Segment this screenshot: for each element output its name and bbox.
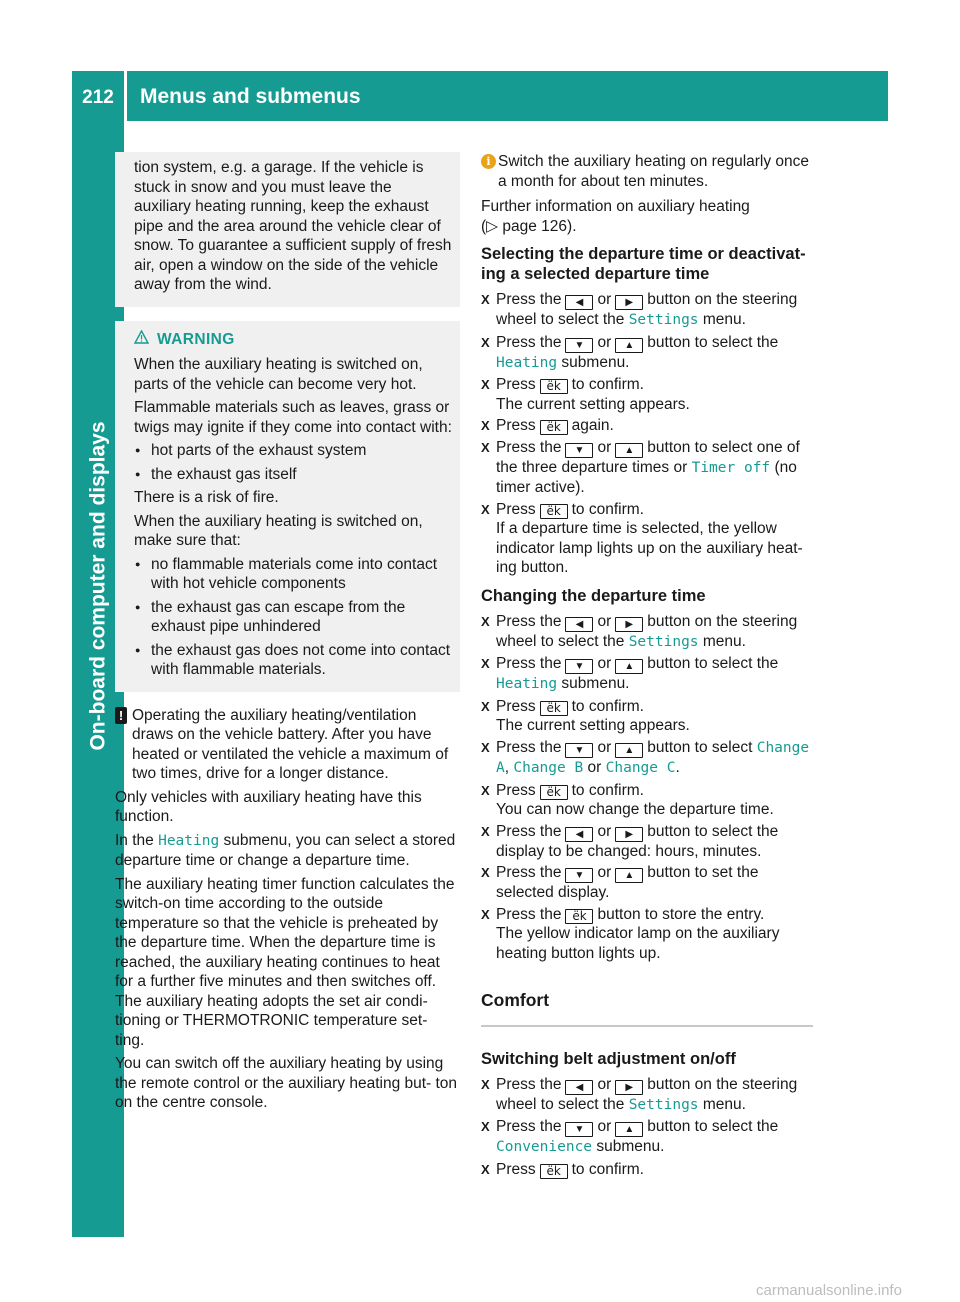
- right-column: [481, 152, 813, 1181]
- section-title-comfort: Comfort: [481, 991, 813, 1027]
- menu-settings: Settings: [628, 312, 699, 328]
- ok-key-icon: ëk: [540, 1164, 568, 1179]
- warning-p4: When the auxiliary heating is switched on, make sure that:: [134, 512, 423, 549]
- exclamation-icon: !: [115, 707, 127, 724]
- step: X Press ëk to confirm. If a departure time is selected, the yellow indicator lamp lights up on the auxiliary heat- ing button.: [481, 500, 813, 578]
- down-arrow-key-icon: ▼: [565, 868, 593, 883]
- ok-key-icon: ëk: [540, 379, 568, 394]
- menu-settings: Settings: [628, 1096, 699, 1113]
- menu-heating: Heating: [158, 832, 220, 849]
- up-arrow-key-icon: ▲: [615, 659, 643, 674]
- intro-text: tion system, e.g. a garage. If the vehicle is stuck in snow and you must leave the auxiliary heating running, keep the exhaust pipe and the area around the vehicle clear of snow. To guarantee a sufficient supply of fresh air, open a window on the side of the vehicle away from the wind.: [134, 159, 452, 293]
- warning-triangle-icon: [134, 330, 149, 350]
- heating-submenu-text: [115, 831, 460, 871]
- warning-bullet: ● the exhaust gas does not come into contact with flammable materials.: [134, 641, 452, 680]
- info-icon: i: [481, 154, 496, 169]
- section-heading-belt: Switching belt adjustment on/off: [481, 1049, 736, 1068]
- step: X Press the ◀ or ▶ button on the steering wheel to select the Settings menu.: [481, 290, 813, 331]
- warning-heading: [134, 330, 452, 350]
- warning-bullet: ● no flammable materials come into contact with hot vehicle components: [134, 555, 452, 594]
- ok-key-icon: ëk: [540, 504, 568, 519]
- warning-title: WARNING: [157, 330, 235, 348]
- side-title: On-board computer and displays: [86, 421, 110, 751]
- warning-bullet: ● the exhaust gas can escape from the exhaust pipe unhindered: [134, 598, 452, 637]
- step: X Press the ▼ or ▲ button to select Change A, Change B or Change C.: [481, 738, 813, 779]
- right-arrow-key-icon: ▶: [615, 617, 643, 632]
- ok-key-icon: ëk: [540, 701, 568, 716]
- section-heading-change: Changing the departure time: [481, 586, 706, 605]
- step: X Press the ▼ or ▲ button to select the Heating submenu.: [481, 654, 813, 695]
- left-column: [115, 152, 460, 1117]
- left-arrow-key-icon: ◀: [565, 617, 593, 632]
- step: X Press the ▼ or ▲ button to select one of the three departure times or Timer off (no timer active).: [481, 438, 813, 498]
- step: X Press ëk again.: [481, 416, 813, 436]
- menu-change-a: Change A: [496, 739, 810, 776]
- text-fragment: Further information on auxiliary heating: [481, 198, 750, 215]
- page-reference: (▷ page 126).: [481, 217, 577, 235]
- up-arrow-key-icon: ▲: [615, 443, 643, 458]
- further-info: [481, 197, 813, 236]
- right-arrow-key-icon: ▶: [615, 1080, 643, 1095]
- note-text: Operating the auxiliary heating/ventilation draws on the vehicle battery. After you have heated or ventilated the vehicle a maximum of two times, drive for a longer distance.: [132, 706, 449, 782]
- up-arrow-key-icon: ▲: [615, 338, 643, 353]
- section-heading-select: Selecting the departure time or deactivat- ing a selected departure time: [481, 245, 806, 283]
- menu-change-b: Change B: [513, 760, 584, 776]
- text-fragment: submenu, you can select a stored departure time or change a departure time.: [115, 831, 456, 869]
- down-arrow-key-icon: ▼: [565, 743, 593, 758]
- menu-settings: Settings: [628, 633, 699, 650]
- ok-key-icon: ëk: [540, 420, 568, 435]
- info-note: [481, 152, 813, 191]
- page-number: 212: [82, 87, 114, 108]
- warning-p1: When the auxiliary heating is switched on, parts of the vehicle can become very hot.: [134, 356, 423, 393]
- watermark: carmanualsonline.info: [756, 1282, 902, 1299]
- ok-key-icon: ëk: [565, 909, 593, 924]
- right-arrow-key-icon: ▶: [615, 295, 643, 310]
- warning-bullet: ● hot parts of the exhaust system: [134, 441, 452, 461]
- step: X Press the ▼ or ▲ button to select the Convenience submenu.: [481, 1117, 813, 1158]
- header-divider: [124, 71, 127, 121]
- up-arrow-key-icon: ▲: [615, 743, 643, 758]
- step: X Press ëk to confirm. The current setting appears.: [481, 697, 813, 736]
- step: X Press the ▼ or ▲ button to select the Heating submenu.: [481, 333, 813, 374]
- timer-function-text: The auxiliary heating timer function calculates the switch-on time according to the outside temperature so that the vehicle is preheated by the departure time. When the departure time is reached, the auxiliary heating continues to heat for a further five minutes and then switches off. The auxiliary heating adopts the set air condi- tioning or THERMOTRONIC temperature set- ting.: [115, 875, 455, 1049]
- text-fragment: In the: [115, 831, 154, 849]
- down-arrow-key-icon: ▼: [565, 443, 593, 458]
- warning-box: [115, 321, 460, 692]
- step: X Press the ëk button to store the entry. The yellow indicator lamp on the auxiliary heating button lights up.: [481, 905, 813, 964]
- menu-change-c: Change C: [605, 760, 676, 776]
- warning-p3: There is a risk of fire.: [134, 489, 279, 506]
- up-arrow-key-icon: ▲: [615, 868, 643, 883]
- step: X Press the ▼ or ▲ button to set the selected display.: [481, 863, 813, 903]
- chapter-title: Menus and submenus: [140, 85, 361, 108]
- battery-note: [115, 706, 460, 784]
- left-arrow-key-icon: ◀: [565, 295, 593, 310]
- menu-heating: Heating: [496, 676, 558, 692]
- warning-p2: Flammable materials such as leaves, grass or twigs may ignite if they come into contact with:: [134, 399, 452, 436]
- menu-convenience: Convenience: [496, 1139, 593, 1155]
- down-arrow-key-icon: ▼: [565, 1122, 593, 1137]
- down-arrow-key-icon: ▼: [565, 659, 593, 674]
- step: X Press ëk to confirm. You can now change the departure time.: [481, 781, 813, 820]
- left-arrow-key-icon: ◀: [565, 827, 593, 842]
- step: X Press the ◀ or ▶ button on the steering wheel to select the Settings menu.: [481, 612, 813, 653]
- ok-key-icon: ëk: [540, 785, 568, 800]
- warning-bullet: ● the exhaust gas itself: [134, 465, 452, 485]
- down-arrow-key-icon: ▼: [565, 338, 593, 353]
- switch-off-text: You can switch off the auxiliary heating by using the remote control or the auxiliary heating but- ton on the centre console.: [115, 1055, 458, 1111]
- menu-heating: Heating: [496, 354, 558, 371]
- right-arrow-key-icon: ▶: [615, 827, 643, 842]
- only-vehicles-text: Only vehicles with auxiliary heating have this function.: [115, 788, 422, 825]
- intro-box: [115, 152, 460, 307]
- left-arrow-key-icon: ◀: [565, 1080, 593, 1095]
- menu-timer-off: Timer off: [691, 459, 771, 476]
- info-text: Switch the auxiliary heating on regularly once a month for about ten minutes.: [498, 153, 810, 190]
- step: X Press the ◀ or ▶ button on the steering wheel to select the Settings menu.: [481, 1075, 813, 1116]
- step: X Press ëk to confirm. The current setting appears.: [481, 375, 813, 414]
- step: X Press ëk to confirm.: [481, 1160, 813, 1180]
- step: X Press the ◀ or ▶ button to select the display to be changed: hours, minutes.: [481, 822, 813, 862]
- up-arrow-key-icon: ▲: [615, 1122, 643, 1137]
